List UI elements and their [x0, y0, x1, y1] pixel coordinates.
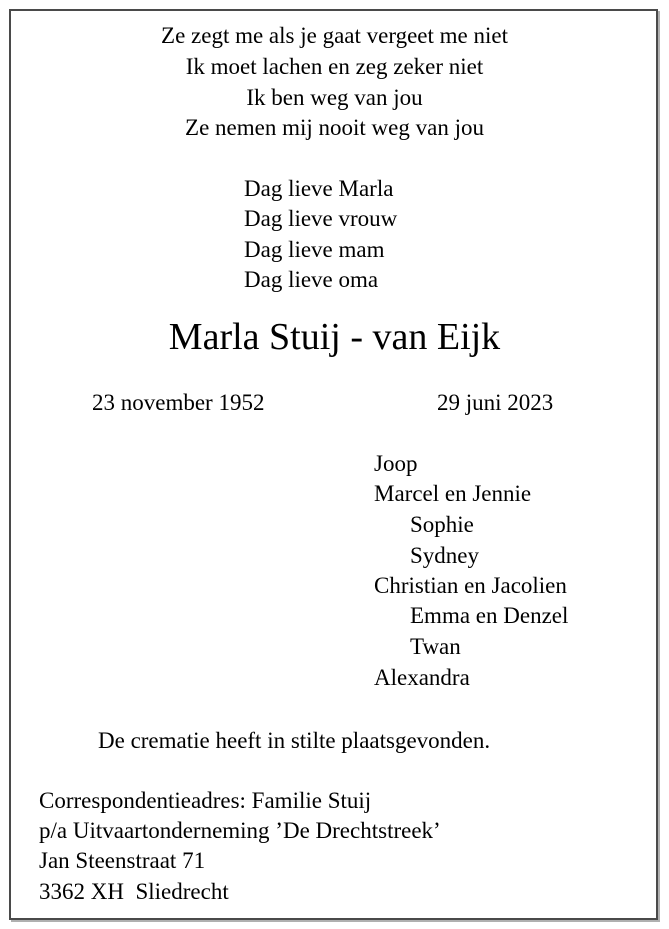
family-member: Marcel en Jennie	[374, 481, 532, 506]
poem-line-3: Ik ben weg van jou	[246, 85, 423, 110]
deceased-name: Marla Stuij - van Eijk	[168, 316, 501, 358]
family-member: Joop	[374, 451, 418, 476]
farewell-line-2: Dag lieve vrouw	[244, 206, 398, 231]
address-line-4: 3362 XH Sliedrecht	[39, 879, 229, 904]
family-member: Alexandra	[374, 665, 470, 690]
farewell-line-1: Dag lieve Marla	[244, 176, 394, 201]
family-member-child: Twan	[410, 634, 461, 659]
address-line-1: Correspondentieadres: Familie Stuij	[39, 788, 372, 813]
death-date: 29 juni 2023	[437, 390, 554, 415]
family-member-child: Sydney	[410, 543, 479, 568]
cremation-note: De crematie heeft in stilte plaatsgevonden.	[98, 728, 491, 753]
address-line-2: p/a Uitvaartonderneming ’De Drechtstreek’	[39, 818, 441, 843]
announcement-border	[9, 9, 658, 920]
address-line-3: Jan Steenstraat 71	[39, 848, 206, 873]
family-member: Christian en Jacolien	[374, 573, 567, 598]
family-member-child: Emma en Denzel	[410, 603, 569, 628]
farewell-line-3: Dag lieve mam	[244, 237, 385, 262]
poem-line-2: Ik moet lachen en zeg zeker niet	[185, 54, 484, 79]
farewell-line-4: Dag lieve oma	[244, 267, 379, 292]
birth-date: 23 november 1952	[92, 390, 265, 415]
family-member-child: Sophie	[410, 512, 474, 537]
poem-line-4: Ze nemen mij nooit weg van jou	[185, 115, 484, 140]
poem-line-1: Ze zegt me als je gaat vergeet me niet	[161, 23, 508, 48]
